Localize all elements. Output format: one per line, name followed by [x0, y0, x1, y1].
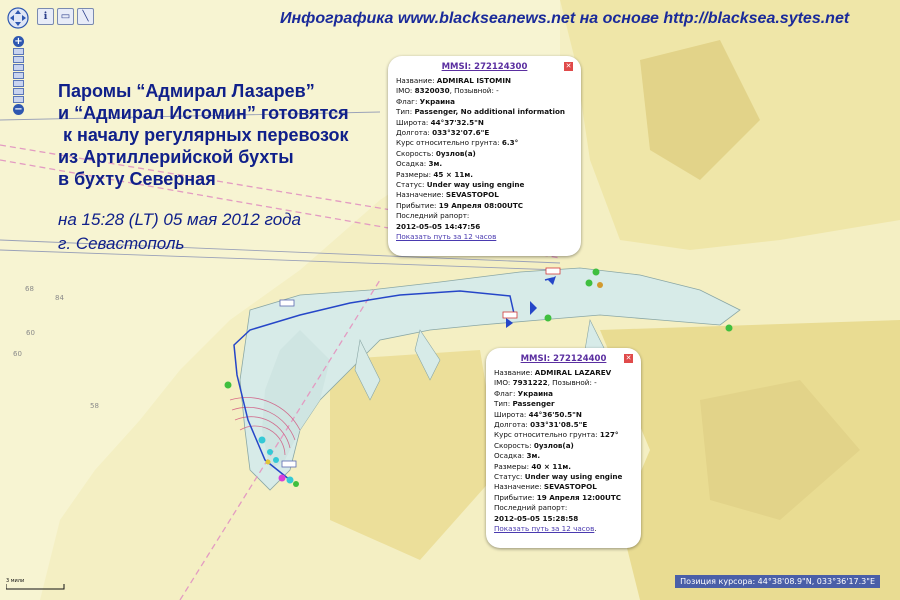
field-value: 0узлов(а)	[435, 148, 476, 158]
zoom-level-step[interactable]	[13, 64, 24, 71]
popup-field-row	[396, 211, 573, 221]
zoom-level-step[interactable]	[13, 72, 24, 79]
field-value: 19 Апреля 08:00UTC	[438, 200, 524, 210]
popup-field-row	[396, 180, 573, 190]
field-label: Статус:	[396, 180, 427, 190]
svg-text:60: 60	[26, 329, 35, 337]
field-label: Скорость:	[396, 148, 436, 158]
field-label: Назначение:	[396, 190, 446, 200]
popup-field-row	[396, 190, 573, 200]
field-value: 2012-05-05 14:47:56	[396, 221, 481, 231]
zoom-level-step[interactable]	[13, 48, 24, 55]
field-value: 44°37'32.5"N	[430, 117, 484, 127]
field-label: Широта:	[396, 117, 431, 127]
headline-line: из Артиллерийской бухты	[58, 147, 294, 167]
field-label: Последний рапорт:	[494, 503, 568, 513]
headline-line: Паромы “Адмирал Лазарев”	[58, 81, 315, 101]
field-value: 6.3°	[501, 138, 519, 148]
zoom-in-button[interactable]: +	[14, 36, 23, 47]
field-value: 45 × 11м.	[433, 169, 473, 179]
popup-field-row	[396, 159, 573, 169]
zoom-level-step[interactable]	[13, 96, 24, 103]
field-label: Осадка:	[494, 451, 527, 461]
popup-field-row	[396, 86, 573, 96]
field-label: Статус:	[494, 472, 525, 482]
field-label: Широта:	[494, 409, 529, 419]
field-label: Флаг:	[494, 388, 518, 398]
vessel-popup-lazarev: MMSI: 272124400 ✕ Название: ADMIRAL LAZAREV IMO: 7931222, Позывной: - Флаг: Украина Тип: Passenger Широта: 44°36'50.5"N Долгота: 033°31'08.5"E Курс относительно грунта: 127° Скорость: 0узлов(а) Осадка: 3м. Размеры: 40 × 11м. Статус: Under way using engine Назначение: SEVASTOPOL Прибытие: 19 Апреля 12:00UTC Последний рапорт: 2012-05-05 15:28:58 Показать путь за 12 часов.	[486, 348, 641, 548]
field-value: Under way using engine	[426, 180, 525, 190]
field-label: Прибытие:	[494, 492, 537, 502]
popup-field-row	[494, 503, 633, 513]
popup-field-row	[396, 107, 573, 117]
field-label: Размеры:	[396, 169, 434, 179]
show-track-link[interactable]: Показать путь за 12 часов	[494, 524, 595, 534]
popup-field-row	[396, 118, 573, 128]
field-value: 3м.	[526, 451, 541, 461]
zoom-level-step[interactable]	[13, 56, 24, 63]
datetime-line: на 15:28 (LT) 05 мая 2012 года	[58, 210, 302, 229]
field-value: Passenger	[512, 399, 555, 409]
field-value: Украина	[419, 96, 455, 106]
field-label: Долгота:	[396, 128, 433, 138]
datetime-caption	[58, 208, 301, 256]
field-value: SEVASTOPOL	[543, 482, 597, 492]
popup-field-row	[494, 493, 633, 503]
field-label: Осадка:	[396, 159, 429, 169]
popup-field-row	[494, 389, 633, 399]
mmsi-link[interactable]: MMSI: 272124300	[441, 62, 528, 72]
close-icon[interactable]: ✕	[565, 62, 572, 70]
headline	[58, 80, 349, 190]
headline-line: в бухту Северная	[58, 169, 216, 189]
popup-field-row	[396, 170, 573, 180]
popup-field-row	[494, 451, 633, 461]
field-label: Размеры:	[494, 461, 532, 471]
field-value: 2012-05-05 15:28:58	[494, 513, 579, 523]
svg-text:58: 58	[90, 402, 99, 410]
measure-icon[interactable]: ▭	[57, 8, 74, 25]
field-value: 033°31'08.5"E	[530, 420, 588, 430]
field-label: Название:	[396, 76, 437, 85]
field-value: 40 × 11м.	[531, 461, 571, 471]
show-track-link[interactable]: Показать путь за 12 часов	[396, 232, 497, 242]
popup-field-row	[494, 514, 633, 524]
cursor-position: Позиция курсора: 44°38'08.9"N, 033°36'17.3"E	[675, 575, 880, 588]
field-value: 127°	[599, 430, 619, 440]
field-value: Украина	[517, 388, 553, 398]
scale-line-icon	[6, 584, 66, 590]
vessel-popup-istomin	[388, 56, 581, 256]
popup-field-row	[494, 441, 633, 451]
field-label: IMO:	[396, 86, 415, 96]
svg-text:68: 68	[25, 285, 34, 293]
field-label: Прибытие:	[396, 200, 439, 210]
info-icon[interactable]: ℹ	[37, 8, 54, 25]
field-label: Курс относительно грунта:	[494, 430, 600, 440]
popup-field-row	[396, 76, 573, 86]
popup-field-row	[396, 138, 573, 148]
field-value: SEVASTOPOL	[445, 190, 499, 200]
map-toolbar	[37, 8, 94, 25]
field-extra: , Позывной: -	[449, 86, 499, 96]
headline-line: и “Адмирал Истомин” готовятся	[58, 103, 349, 123]
field-label: Последний рапорт:	[396, 211, 470, 221]
field-value: ADMIRAL ISTOMIN	[436, 76, 512, 85]
field-value: 19 Апреля 12:00UTC	[536, 492, 622, 502]
field-label: Назначение:	[494, 482, 544, 492]
svg-text:60: 60	[13, 350, 22, 358]
popup-field-row	[494, 472, 633, 482]
field-value: 8320030	[414, 86, 450, 96]
field-value: 7931222	[512, 378, 548, 388]
field-value: Passenger, No additional information	[414, 107, 565, 117]
location-line: г. Севастополь	[58, 234, 185, 253]
field-value: Under way using engine	[524, 472, 623, 482]
popup-field-row	[396, 201, 573, 211]
mmsi-link[interactable]: MMSI: 272124400	[520, 354, 607, 364]
popup-field-row	[494, 378, 633, 388]
popup-field-row	[494, 399, 633, 409]
popup-field-row	[396, 222, 573, 232]
field-label: Тип:	[396, 107, 415, 117]
zoom-out-button[interactable]: −	[14, 104, 23, 115]
pan-control-icon[interactable]	[6, 6, 30, 30]
field-extra: , Позывной: -	[547, 378, 597, 388]
field-label: Тип:	[494, 399, 513, 409]
zoom-slider[interactable]	[13, 36, 23, 115]
svg-text:84: 84	[55, 294, 64, 302]
popup-field-row	[494, 482, 633, 492]
field-value: 44°36'50.5"N	[528, 409, 582, 419]
popup-field-row	[494, 430, 633, 440]
infographic-credit: Инфографика www.blackseanews.net на основе http://blacksea.sytes.net	[280, 10, 850, 27]
field-value: 0узлов(а)	[533, 440, 574, 450]
scale-bar	[6, 578, 66, 592]
popup-field-row	[396, 97, 573, 107]
popup-field-row	[494, 410, 633, 420]
popup-field-row	[396, 149, 573, 159]
field-value: ADMIRAL LAZAREV	[534, 368, 612, 377]
zoom-level-step[interactable]	[13, 88, 24, 95]
scale-label: 3 мили	[6, 578, 25, 584]
field-label: Название:	[494, 368, 535, 377]
field-label: Флаг:	[396, 96, 420, 106]
field-label: Курс относительно грунта:	[396, 138, 502, 148]
field-label: Долгота:	[494, 420, 531, 430]
field-value: 033°32'07.6"E	[432, 128, 490, 138]
headline-line: к началу регулярных перевозок	[58, 125, 349, 145]
field-label: Скорость:	[494, 440, 534, 450]
field-label: IMO:	[494, 378, 513, 388]
popup-field-row	[494, 420, 633, 430]
field-value: 3м.	[428, 159, 443, 169]
popup-field-row	[494, 368, 633, 378]
popup-field-row	[494, 462, 633, 472]
popup-field-row	[396, 128, 573, 138]
close-icon[interactable]: ✕	[625, 354, 632, 362]
route-icon[interactable]: ╲	[77, 8, 94, 25]
zoom-level-step[interactable]	[13, 80, 24, 87]
map-navigation-control	[6, 6, 30, 115]
